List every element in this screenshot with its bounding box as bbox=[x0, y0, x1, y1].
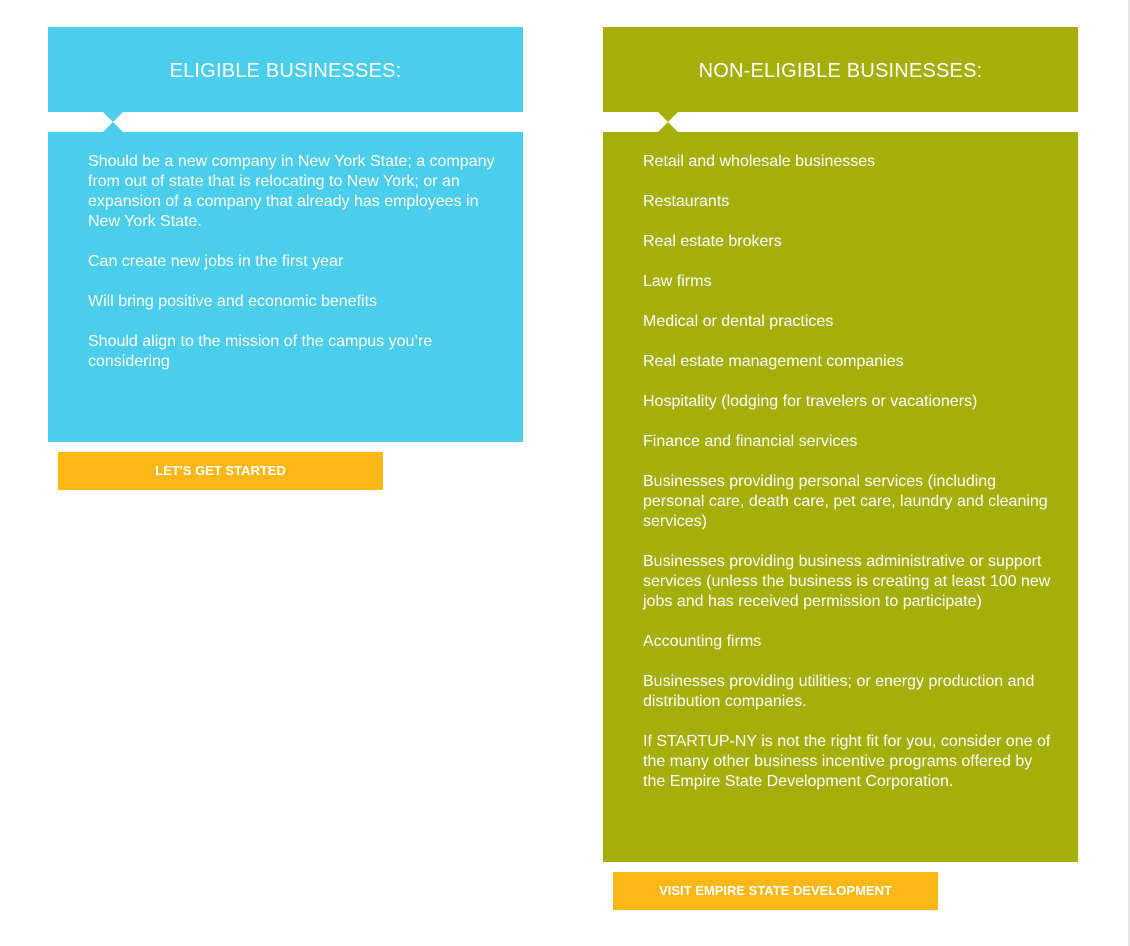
non-eligible-item: Hospitality (lodging for travelers or vacationers) bbox=[643, 393, 978, 410]
non-eligible-item: Retail and wholesale businesses bbox=[643, 153, 876, 170]
non-eligible-item: Finance and financial services bbox=[643, 433, 858, 450]
visit-empire-state-development-button[interactable]: VISIT EMPIRE STATE DEVELOPMENT bbox=[613, 872, 938, 910]
non-eligible-title: NON-ELIGIBLE BUSINESSES: bbox=[698, 60, 983, 82]
non-eligible-item: Businesses providing utilities; or energy production and distribution companies. bbox=[643, 673, 1035, 710]
eligible-header bbox=[48, 27, 523, 112]
eligible-item: Should align to the mission of the campus you’re considering bbox=[88, 333, 433, 370]
non-eligible-list bbox=[603, 132, 1078, 862]
non-eligible-item: If STARTUP-NY is not the right fit for you, consider one of the many other business incentive programs offered by the Empire State Development Corporation. bbox=[643, 733, 1051, 790]
non-eligible-column bbox=[603, 27, 1078, 862]
eligible-list bbox=[48, 132, 523, 442]
eligible-item: Will bring positive and economic benefits bbox=[88, 293, 378, 310]
lets-get-started-button[interactable]: LET'S GET STARTED bbox=[58, 452, 383, 490]
eligible-column bbox=[48, 27, 523, 442]
non-eligible-item: Restaurants bbox=[643, 193, 730, 210]
non-eligible-item: Law firms bbox=[643, 273, 712, 290]
non-eligible-item: Medical or dental practices bbox=[643, 313, 834, 330]
down-pointer-icon bbox=[103, 112, 123, 122]
up-pointer-icon bbox=[658, 122, 678, 132]
non-eligible-item: Real estate management companies bbox=[643, 353, 904, 370]
non-eligible-item: Businesses providing personal services (including personal care, death care, pet care, laundry and cleaning services) bbox=[643, 473, 1048, 530]
eligible-title: ELIGIBLE BUSINESSES: bbox=[169, 60, 402, 82]
non-eligible-header bbox=[603, 27, 1078, 112]
eligible-item: Should be a new company in New York State; a company from out of state that is relocating to New York; or an expansion of a company that already has employees in New York State. bbox=[88, 153, 495, 230]
eligible-item: Can create new jobs in the first year bbox=[88, 253, 344, 270]
non-eligible-item: Accounting firms bbox=[643, 633, 762, 650]
up-pointer-icon bbox=[103, 122, 123, 132]
non-eligible-item: Businesses providing business administrative or support services (unless the business is creating at least 100 new jobs and has received permission to participate) bbox=[643, 553, 1051, 610]
down-pointer-icon bbox=[658, 112, 678, 122]
non-eligible-item: Real estate brokers bbox=[643, 233, 782, 250]
